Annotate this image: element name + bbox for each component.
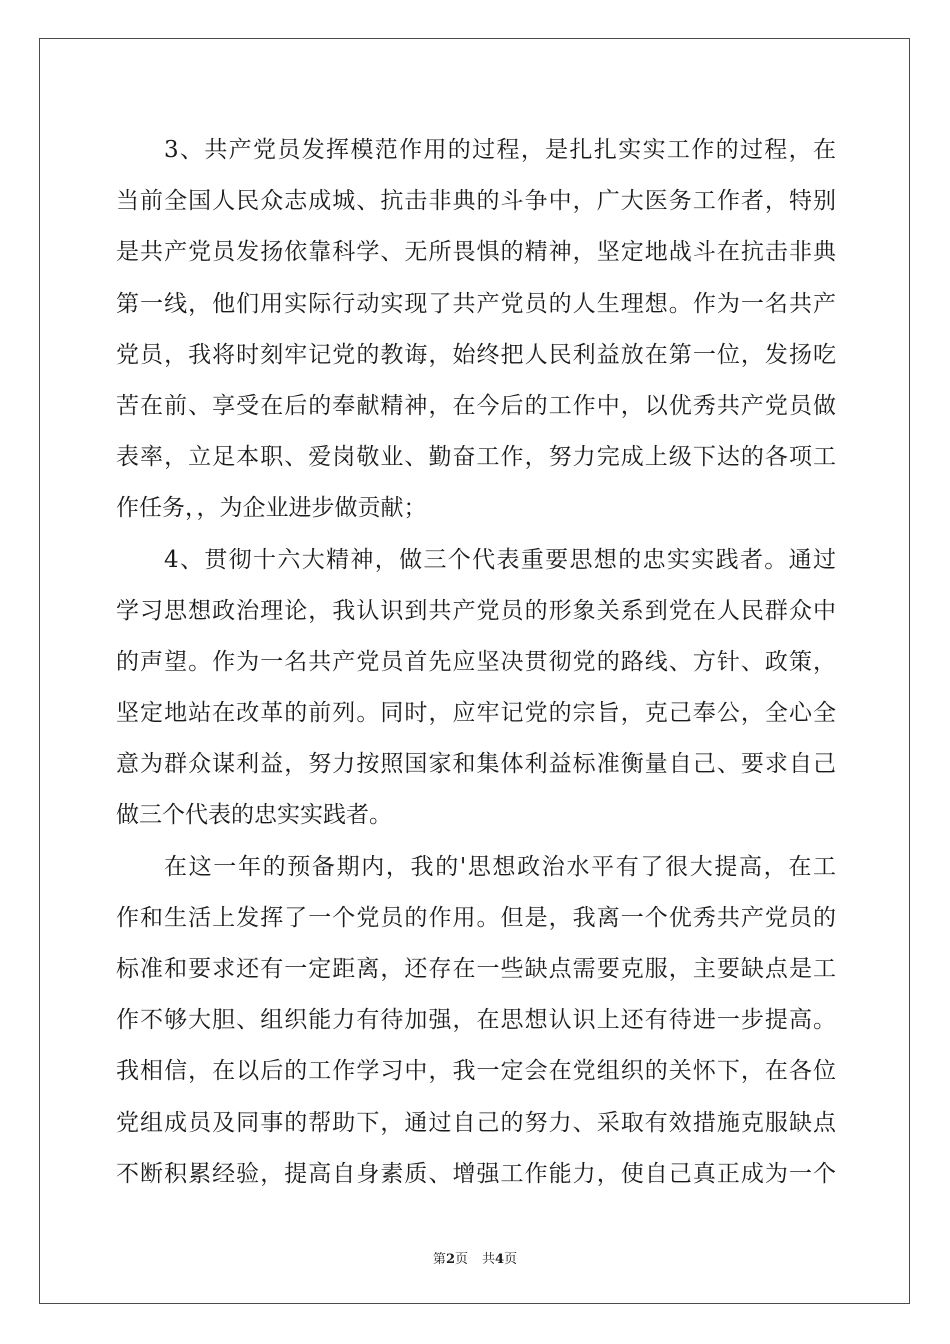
page-number: 2 xyxy=(445,1252,455,1267)
total-pages-indicator xyxy=(482,1252,517,1267)
text-line: 作任务，，为企业进步做贡献； xyxy=(116,495,427,522)
text-line: 标准和要求还有一定距离，还存在一些缺点需要克服，主要缺点是工 xyxy=(116,956,836,982)
text-line: 4、贯彻十六大精神，做三个代表重要思想的忠实实践者。通过 xyxy=(164,546,836,573)
paragraph-4 xyxy=(116,535,836,842)
text-line: 党组成员及同事的帮助下，通过自己的努力、采取有效措施克服缺点 xyxy=(116,1109,836,1136)
text-line: 当前全国人民众志成城、抗击非典的斗争中，广大医务工作者，特别 xyxy=(116,188,836,215)
text-line: 坚定地站在改革的前列。同时，应牢记党的宗旨，克己奉公，全心全 xyxy=(116,700,836,727)
document-body xyxy=(116,125,836,1200)
text-line: 学习思想政治理论，我认识到共产党员的形象关系到党在人民群众中 xyxy=(116,597,836,624)
page-indicator xyxy=(433,1252,468,1267)
total-suffix: 页 xyxy=(504,1252,518,1267)
text-line: 第一线，他们用实际行动实现了共产党员的人生理想。作为一名共产 xyxy=(116,290,836,317)
text-line: 是共产党员发扬依靠科学、无所畏惧的精神，坚定地战斗在抗击非典 xyxy=(116,239,836,266)
text-line: 党员，我将时刻牢记党的教诲，始终把人民利益放在第一位，发扬吃 xyxy=(116,341,836,368)
paragraph-3 xyxy=(116,125,836,535)
text-line: 苦在前、享受在后的奉献精神，在今后的工作中，以优秀共产党员做 xyxy=(116,392,836,419)
text-line: 意为群众谋利益，努力按照国家和集体利益标准衡量自己、要求自己 xyxy=(116,751,836,778)
text-line: 不断积累经验，提高自身素质、增强工作能力，使自己真正成为一个 xyxy=(116,1160,836,1187)
text-line: 作不够大胆、组织能力有待加强，在思想认识上还有待进一步提高。 xyxy=(116,1007,836,1034)
text-line: 表率，立足本职、爱岗敬业、勤奋工作，努力完成上级下达的各项工 xyxy=(116,444,836,471)
page-suffix: 页 xyxy=(454,1252,468,1267)
total-prefix: 共 xyxy=(482,1252,496,1267)
text-line: 的声望。作为一名共产党员首先应坚决贯彻党的路线、方针、政策， xyxy=(116,648,836,675)
text-line: 3、共产党员发挥模范作用的过程，是扎扎实实工作的过程，在 xyxy=(164,137,836,163)
text-line: 做三个代表的忠实实践者。 xyxy=(116,802,392,829)
page-footer xyxy=(0,1248,950,1267)
total-pages: 4 xyxy=(495,1252,505,1267)
page-prefix: 第 xyxy=(432,1252,446,1267)
text-line: 我相信，在以后的工作学习中，我一定会在党组织的关怀下，在各位 xyxy=(116,1058,836,1085)
paragraph-summary xyxy=(116,842,836,1200)
text-line: 作和生活上发挥了一个党员的作用。但是，我离一个优秀共产党员的 xyxy=(116,904,836,931)
text-line: 在这一年的预备期内，我的'思想政治水平有了很大提高，在工 xyxy=(164,853,836,880)
